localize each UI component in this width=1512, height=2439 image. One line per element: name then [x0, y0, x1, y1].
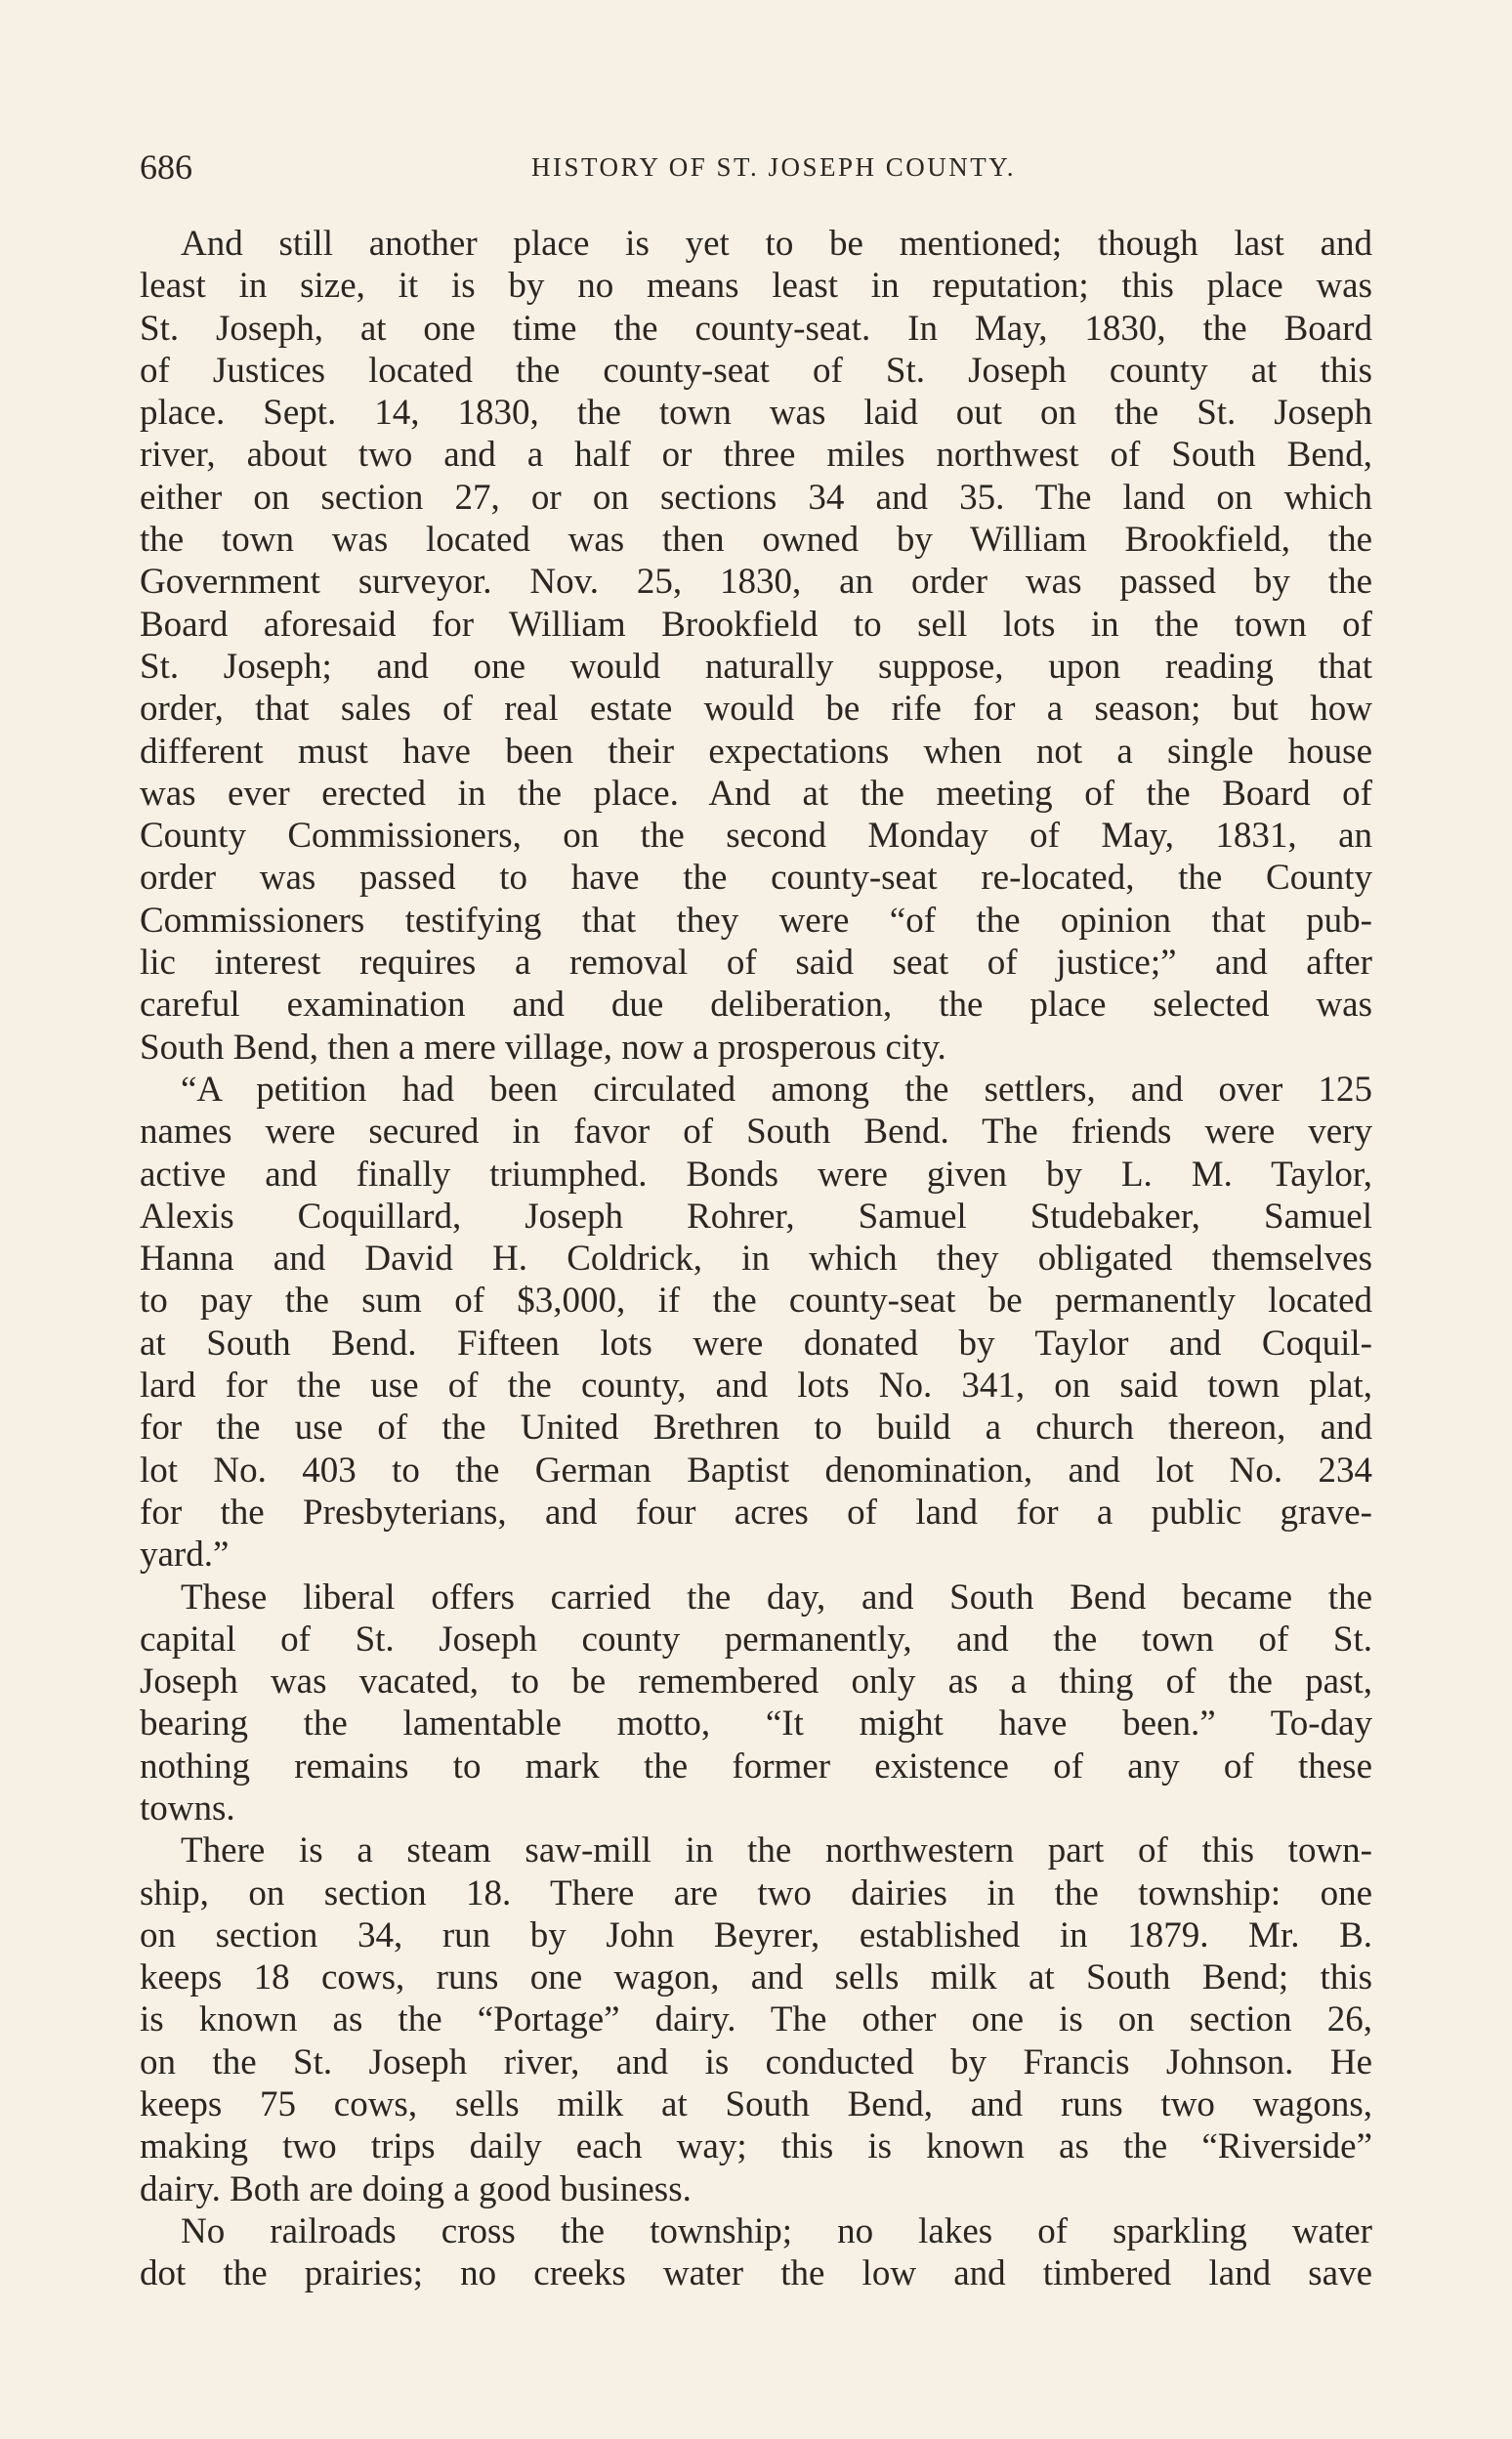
text-line: either on section 27, or on sections 34 and 35. The land on which [140, 477, 1372, 518]
text-line: making two trips daily each way; this is known as the “Riverside” [140, 2126, 1372, 2167]
text-line: County Commissioners, on the second Monday of May, 1831, an [140, 816, 1372, 857]
text-line: bearing the lamentable motto, “It might have been.” To-day [140, 1703, 1372, 1745]
text-line: capital of St. Joseph county permanently, and the town of St. [140, 1619, 1372, 1660]
text-line: names were secured in favor of South Bend. The friends were very [140, 1112, 1372, 1153]
text-line: ship, on section 18. There are two dairies in the township: one [140, 1872, 1372, 1913]
text-line: These liberal offers carried the day, and South Bend became the [181, 1577, 1372, 1618]
text-line: was ever erected in the place. And at the meeting of the Board of [140, 773, 1372, 814]
text-line: St. Joseph, at one time the county-seat. In May, 1830, the Board [140, 308, 1372, 349]
text-line: on the St. Joseph river, and is conducted by Francis Johnson. He [140, 2041, 1372, 2082]
text-line: There is a steam saw-mill in the northwestern part of this town- [181, 1830, 1372, 1871]
text-line: lic interest requires a removal of said seat of justice;” and after [140, 943, 1372, 984]
text-line: order was passed to have the county-seat re-located, the County [140, 858, 1372, 899]
text-line: lard for the use of the county, and lots No. 341, on said town plat, [140, 1366, 1372, 1407]
page-header [140, 143, 1372, 191]
text-line: at South Bend. Fifteen lots were donated by Taylor and Coquil- [140, 1323, 1372, 1364]
text-line: Alexis Coquillard, Joseph Rohrer, Samuel Studebaker, Samuel [140, 1196, 1372, 1237]
text-line: keeps 75 cows, sells milk at South Bend, and runs two wagons, [140, 2084, 1372, 2125]
text-line: yard.” [140, 1535, 230, 1576]
text-line: dairy. Both are doing a good business. [140, 2168, 692, 2209]
text-line: for the Presbyterians, and four acres of land for a public grave- [140, 1492, 1372, 1533]
text-line: Board aforesaid for William Brookfield to sell lots in the town of [140, 604, 1372, 645]
text-line: keeps 18 cows, runs one wagon, and sells milk at South Bend; this [140, 1957, 1372, 1998]
text-line: the town was located was then owned by William Brookfield, the [140, 520, 1372, 561]
text-line: nothing remains to mark the former existence of any of these [140, 1745, 1372, 1787]
text-line: lot No. 403 to the German Baptist denomination, and lot No. 234 [140, 1450, 1372, 1491]
text-line: towns. [140, 1787, 235, 1829]
text-line: Joseph was vacated, to be remembered only as a thing of the past, [140, 1661, 1372, 1703]
text-line: on section 34, run by John Beyrer, established in 1879. Mr. B. [140, 1914, 1372, 1955]
text-line: Hanna and David H. Coldrick, in which they obligated themselves [140, 1239, 1372, 1280]
text-line: least in size, it is by no means least in reputation; this place was [140, 266, 1372, 307]
text-line: active and finally triumphed. Bonds were given by L. M. Taylor, [140, 1154, 1372, 1195]
text-line: And still another place is yet to be mentioned; though last and [181, 224, 1372, 264]
page-number: 686 [140, 147, 192, 187]
text-line: for the use of the United Brethren to build a church thereon, and [140, 1408, 1372, 1449]
text-line: to pay the sum of $3,000, if the county-seat be permanently located [140, 1281, 1372, 1322]
text-line: place. Sept. 14, 1830, the town was laid out on the St. Joseph [140, 393, 1372, 434]
running-head: HISTORY OF ST. JOSEPH COUNTY. [530, 152, 1017, 182]
text-line: order, that sales of real estate would be rife for a season; but how [140, 689, 1372, 730]
text-line: different must have been their expectations when not a single house [140, 731, 1372, 772]
text-line: careful examination and due deliberation, the place selected was [140, 985, 1372, 1026]
text-line: South Bend, then a mere village, now a prosperous city. [140, 1027, 946, 1068]
text-line: is known as the “Portage” dairy. The other one is on section 26, [140, 1999, 1372, 2040]
text-line: St. Joseph; and one would naturally suppose, upon reading that [140, 646, 1372, 687]
text-line: Government surveyor. Nov. 25, 1830, an order was passed by the [140, 562, 1372, 603]
text-line: “A petition had been circulated among the settlers, and over 125 [181, 1069, 1372, 1110]
text-line: dot the prairies; no creeks water the low and timbered land save [140, 2253, 1372, 2294]
text-line: No railroads cross the township; no lakes of sparkling water [181, 2210, 1372, 2251]
text-line: river, about two and a half or three miles northwest of South Bend, [140, 435, 1372, 476]
text-line: Commissioners testifying that they were “of the opinion that pub- [140, 900, 1372, 941]
body-text [140, 223, 1372, 2295]
text-line: of Justices located the county-seat of St. Joseph county at this [140, 350, 1372, 391]
